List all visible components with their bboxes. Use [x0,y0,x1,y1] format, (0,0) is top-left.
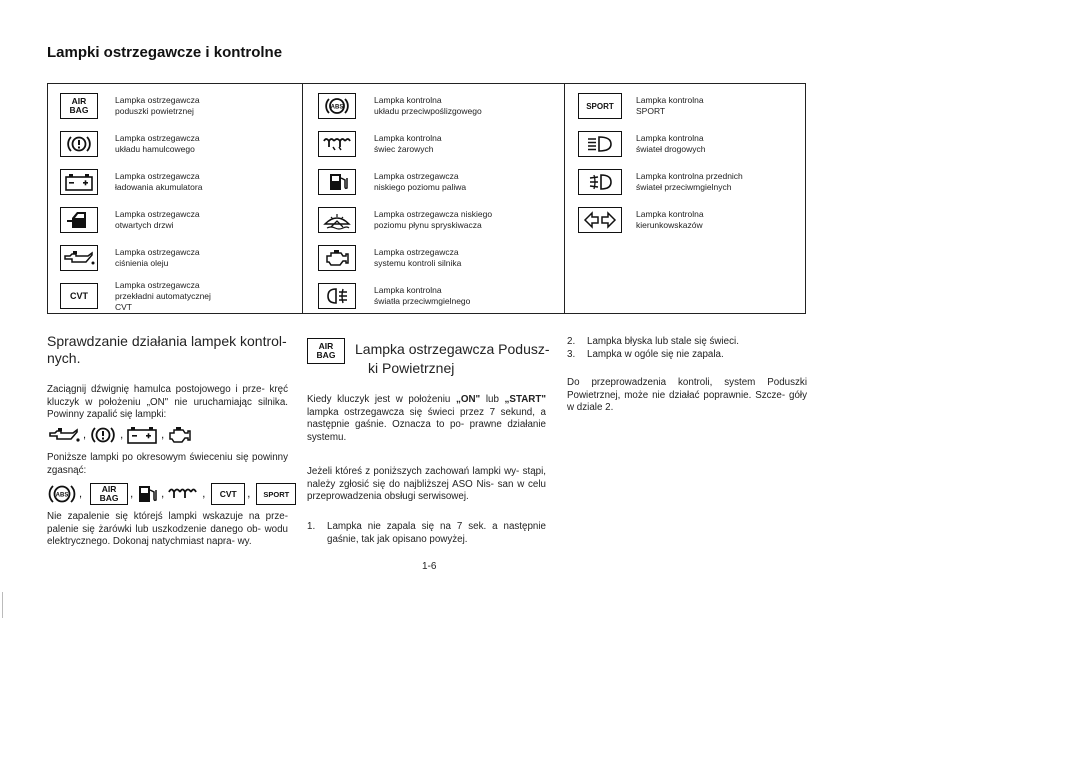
section-heading-airbag-2: ki Powietrznej [368,360,455,376]
lamp-label: Lampka ostrzegawcza [374,171,459,181]
lamp-row-sport [564,87,805,125]
lamp-label: Lampka ostrzegawcza [115,279,200,290]
lamp-row-washer [302,201,564,239]
lamps-column-1 [48,84,303,313]
high-beam-icon [578,131,622,157]
airbag-paragraph-3: Do przeprowadzenia kontroli, system Poduszki Powietrznej, może nie działać poprawnie. Szcze- góły w dziale 2. [567,377,807,414]
lamp-desc: światła przeciwmgielnego [374,296,471,306]
cvt-icon: CVT [211,483,245,505]
page-number: 1-6 [422,561,437,572]
lamp-desc: świateł drogowych [636,144,706,154]
lamp-desc: układu hamulcowego [115,144,195,154]
abs-icon [318,93,356,119]
lamp-label: Lampka ostrzegawcza [115,133,200,143]
lamp-desc: niskiego poziomu paliwa [374,182,467,192]
warning-lamps-table [47,83,806,314]
lamp-label: Lampka ostrzegawcza [115,171,200,181]
lamp-row-front-fog [564,163,805,201]
lamp-row-turn [564,201,805,239]
check-paragraph-2: Poniższe lampki po okresowym świeceniu się powinny zgasnąć: [47,452,288,476]
lamp-label: Lampka kontrolna [636,95,704,105]
airbag-paragraph-2: Jeżeli któreś z poniższych zachowań lampki wy- stąpi, należy zgłosić się do najbliższej ASO Nis- san w celu przeprowadzenia obsługi serwisowej. [307,466,546,503]
lamp-label: Lampka kontrolna [636,209,704,219]
sport-icon: SPORT [256,483,296,505]
separator-comma: , [79,488,83,500]
lamp-row-abs [302,87,564,125]
lamp-desc: ładowania akumulatora [115,182,203,192]
airbag-icon: AIR BAG [90,483,128,505]
lamp-desc: ciśnienia oleju [115,258,169,268]
airbag-icon: AIR BAG [60,93,98,119]
lamp-row-cvt [48,277,302,315]
check-icons-row-1 [47,424,194,446]
lamp-label: Lampka kontrolna [636,133,704,143]
glow-plug-icon [166,483,200,505]
brake-icon [88,424,118,446]
lamp-label: Lampka ostrzegawcza [115,209,200,219]
lamp-label: Lampka ostrzegawcza [115,95,200,105]
door-open-icon [60,207,98,233]
lamp-desc: otwartych drzwi [115,220,174,230]
lamp-desc: kierunkowskazów [636,220,703,230]
engine-icon [166,424,194,446]
lamp-desc: świec żarowych [374,144,434,154]
rear-fog-icon [318,283,356,309]
glow-plug-icon [318,131,356,157]
check-paragraph-3: Nie zapalenie się którejś lampki wskazuje na prze- palenie się żarówki lub uszkodzenie danego ob- wodu elektrycznego. Dokonaj natychmiast napra- wy. [47,511,288,548]
lamp-row-battery [48,163,302,201]
separator-comma: , [161,429,165,441]
lamp-row-glow [302,125,564,163]
lamp-row-high-beam [564,125,805,163]
lamp-row-fuel [302,163,564,201]
lamp-desc: poduszki powietrznej [115,106,194,116]
engine-icon [318,245,356,271]
lamp-desc: układu przeciwpoślizgowego [374,106,482,116]
brake-icon [60,131,98,157]
lamp-label: Lampka kontrolna [374,133,442,143]
separator-comma: , [161,488,165,500]
lamps-column-2 [302,84,565,313]
separator-comma: , [83,429,87,441]
lamp-label: Lampka ostrzegawcza [115,247,200,257]
oil-pressure-icon [60,245,98,271]
svg-text:ABS: ABS [55,492,69,499]
turn-signal-icon [578,207,622,233]
oil-pressure-icon [47,425,81,445]
page-title: Lampki ostrzegawcze i kontrolne [47,44,283,61]
lamp-desc: świateł przeciwmgielnych [636,182,732,192]
battery-icon [125,424,159,446]
lamp-row-rear-fog [302,277,564,315]
cvt-icon: CVT [60,283,98,309]
lamp-row-engine [302,239,564,277]
washer-fluid-icon [318,207,356,233]
abs-icon [47,482,77,506]
check-paragraph-1: Zaciągnij dźwignię hamulca postojowego i prze- kręć kluczyk w położeniu „ON" nie uruchamiając silnika. Powinny zapalić się lampki: [47,384,288,421]
lamp-label: Lampka ostrzegawcza niskiego [374,209,493,219]
check-icons-row-2 [47,482,296,506]
lamp-row-oil [48,239,302,277]
airbag-paragraph-1: Kiedy kluczyk jest w położeniu „ON" lub „START" lampka ostrzegawcza się świeci przez 7 sekund, a następnie gaśnie. Oznacza to po- prawne działanie systemu. [307,394,546,443]
separator-comma: , [247,488,251,500]
battery-icon [60,169,98,195]
lamp-desc: przekładni automatycznej [115,290,211,301]
front-fog-icon [578,169,622,195]
airbag-list-item-1: 1. Lampka nie zapala się na 7 sek. a następnie gaśnie, tak jak opisano powyżej. [307,521,546,545]
lamp-row-airbag [48,87,302,125]
section-heading-airbag: Lampka ostrzegawcza Podusz- [355,341,550,357]
lamp-desc-2: CVT [115,301,132,312]
separator-comma: , [120,429,124,441]
lamp-label: Lampka ostrzegawcza [374,247,459,257]
lamps-column-3 [564,84,805,313]
fuel-icon [318,169,356,195]
lamp-desc: poziomu płynu spryskiwacza [374,220,482,230]
section-heading-check: Sprawdzanie działania lampek kontrol- nych. [47,333,287,366]
sport-icon: SPORT [578,93,622,119]
separator-comma: , [202,488,206,500]
lamp-desc: SPORT [636,106,666,116]
lamp-row-door [48,201,302,239]
lamp-row-brake [48,125,302,163]
lamp-label: Lampka kontrolna [374,285,442,295]
airbag-list-items-2-3: 2. Lampka błyska lub stale się świeci. 3. Lampka w ogóle się nie zapala. [567,336,739,360]
scan-mark [2,592,3,618]
separator-comma: , [130,488,134,500]
lamp-label: Lampka kontrolna [374,95,442,105]
lamp-label: Lampka kontrolna przednich [636,171,743,181]
airbag-icon: AIR BAG [307,338,345,364]
svg-text:ABS: ABS [330,104,344,111]
lamp-desc: systemu kontroli silnika [374,258,462,268]
fuel-icon [135,482,159,506]
